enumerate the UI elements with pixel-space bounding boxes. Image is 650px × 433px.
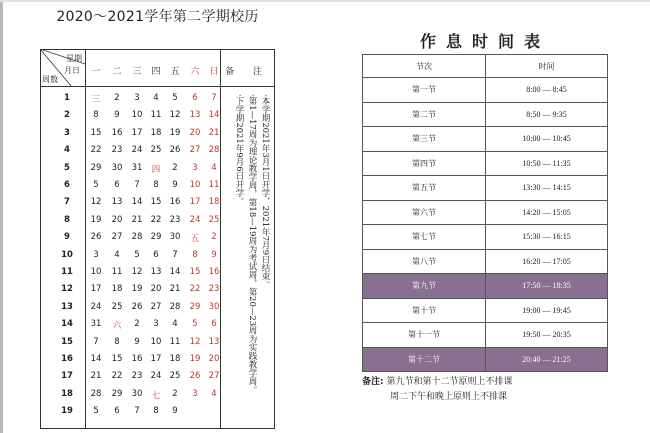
- schedule-period: 第十二节: [363, 347, 486, 372]
- month-marker: 六: [112, 321, 122, 332]
- calendar-day: 29: [189, 301, 201, 312]
- calendar-day: 20: [111, 214, 123, 225]
- calendar-day: 5: [134, 249, 140, 260]
- calendar-day: 6: [114, 406, 120, 417]
- schedule-period: 第十节: [363, 298, 486, 323]
- calendar-day: 12: [189, 336, 201, 347]
- calendar-day: 27: [111, 232, 123, 243]
- calendar-day: 19: [131, 284, 143, 295]
- calendar-day: 11: [150, 110, 162, 121]
- calendar-day: 18: [150, 127, 162, 138]
- calendar-day: 13: [111, 197, 123, 208]
- calendar-day: 28: [131, 232, 143, 243]
- page-edge-top: [0, 0, 650, 2]
- calendar-day: 20: [208, 354, 220, 364]
- calendar-day: 6: [114, 180, 120, 190]
- schedule-body: [363, 78, 608, 372]
- calendar-day: 3: [134, 93, 140, 103]
- calendar-day: 7: [134, 406, 140, 417]
- calendar-day: 5: [172, 93, 178, 103]
- calendar-day: 29: [111, 388, 123, 399]
- schedule-time: 15:30 — 16:15: [486, 225, 608, 250]
- weekday-label: 二: [112, 67, 122, 77]
- calendar-day: 9: [134, 336, 140, 347]
- calendar-day: 23: [131, 371, 143, 382]
- schedule-col-period: 节次: [363, 55, 486, 78]
- calendar-day: 26: [189, 371, 201, 382]
- week-number: 11: [61, 267, 73, 277]
- week-number: 15: [61, 336, 73, 347]
- calendar-day: 10: [150, 336, 162, 347]
- schedule-row: [363, 323, 608, 348]
- calendar-day: 17: [189, 197, 201, 208]
- schedule-time: 10:00 — 10:45: [486, 127, 608, 152]
- month-marker: 五: [190, 234, 200, 245]
- calendar-day: 10: [189, 180, 201, 190]
- calendar-day: 13: [150, 267, 162, 277]
- corner-label-month: 月日: [64, 66, 80, 75]
- calendar-day: 14: [169, 267, 181, 277]
- week-number: 6: [64, 180, 70, 190]
- calendar-day: 12: [131, 267, 143, 277]
- calendar-day: 8: [114, 336, 120, 347]
- calendar-day: 30: [169, 232, 181, 243]
- calendar-day: 26: [169, 145, 181, 156]
- calendar-day: 11: [208, 180, 220, 190]
- calendar-day: 15: [150, 197, 162, 208]
- week-number: 13: [61, 301, 73, 312]
- calendar-day: 2: [172, 162, 178, 173]
- calendar-day: 17: [131, 127, 143, 138]
- calendar-day: 7: [172, 249, 178, 260]
- schedule-period: 第八节: [363, 249, 486, 274]
- schedule-time: 20:40 — 21:25: [486, 347, 608, 372]
- week-number: 2: [64, 110, 70, 121]
- schedule-row: [363, 102, 608, 127]
- calendar-title: 2020～2021学年第二学期校历: [56, 9, 259, 25]
- calendar-day: 12: [90, 197, 102, 208]
- calendar-day: 25: [150, 145, 162, 156]
- calendar-day: 19: [189, 354, 201, 364]
- schedule-period: 第六节: [363, 200, 486, 225]
- page-edge: [0, 0, 3, 433]
- calendar-day: 20: [150, 284, 162, 295]
- calendar-day: 6: [211, 319, 217, 330]
- calendar-day: 19: [90, 214, 102, 225]
- schedule-row: [363, 274, 608, 299]
- calendar-day: 7: [134, 180, 140, 190]
- schedule-row: [363, 127, 608, 152]
- calendar-day: 16: [208, 267, 220, 277]
- calendar-day: 21: [90, 371, 102, 382]
- weekday-label: 六: [190, 67, 200, 77]
- schedule-time: 8:50 — 9:35: [486, 102, 608, 127]
- week-number: 4: [64, 145, 70, 156]
- remark-line-1: 第九节和第十二节原则上不排课: [386, 377, 513, 387]
- calendar-day: 2: [172, 388, 178, 399]
- calendar-day: 28: [169, 301, 181, 312]
- calendar-day: 2: [211, 232, 217, 243]
- schedule-time: 19:50 — 20:35: [486, 323, 608, 348]
- week-number: 8: [64, 214, 70, 225]
- week-number: 18: [61, 388, 73, 399]
- calendar-day: 17: [90, 284, 102, 295]
- calendar-day: 4: [114, 249, 120, 260]
- corner-label-weekday: 星期: [66, 54, 82, 63]
- calendar-day: 27: [150, 301, 162, 312]
- calendar-day: 22: [90, 145, 102, 156]
- schedule-row: [363, 249, 608, 274]
- schedule-time: 10:50 — 11:35: [486, 151, 608, 176]
- schedule-row: [363, 200, 608, 225]
- calendar-day: 30: [131, 388, 143, 399]
- note-3: ·下学期2021年9月6日开学。: [234, 94, 244, 206]
- schedule-time: 19:00 — 19:45: [486, 298, 608, 323]
- calendar-day: 8: [153, 180, 159, 190]
- calendar-day: 5: [93, 406, 99, 417]
- week-number: 19: [61, 406, 73, 417]
- calendar-day: 3: [153, 319, 159, 330]
- week-number: 5: [64, 162, 70, 173]
- note-2: ·第1—17周为理论教学周，第18—19周为考试周，第20—23周为实践教学周。: [247, 94, 257, 395]
- schedule-time: 16:20 — 17:05: [486, 249, 608, 274]
- calendar-day: 22: [189, 284, 201, 295]
- calendar-day: 8: [93, 110, 99, 121]
- calendar-day: 13: [189, 110, 201, 121]
- calendar-day: 3: [192, 388, 198, 399]
- schedule-time: 13:30 — 14:15: [486, 176, 608, 201]
- calendar-day: 6: [192, 93, 198, 103]
- month-marker: 三: [91, 95, 101, 105]
- schedule-period: 第二节: [363, 102, 486, 127]
- calendar-day: 8: [192, 249, 198, 260]
- schedule-title: 作息时间表: [419, 32, 550, 51]
- schedule-period: 第一节: [363, 78, 486, 103]
- schedule-period: 第九节: [363, 274, 486, 299]
- calendar-day: 4: [153, 93, 159, 103]
- schedule-period: 第十一节: [363, 323, 486, 348]
- calendar-day: 9: [172, 406, 178, 417]
- weekday-label: 日: [209, 67, 219, 77]
- calendar-day: 13: [208, 336, 220, 347]
- calendar-day: 16: [169, 197, 181, 208]
- calendar-divider-left: [85, 49, 86, 429]
- month-marker: 七: [151, 390, 161, 401]
- calendar-day: 24: [90, 301, 102, 312]
- schedule-row: [363, 347, 608, 372]
- calendar-day: 7: [93, 336, 99, 347]
- week-number: 7: [64, 197, 70, 208]
- schedule-row: [363, 298, 608, 323]
- calendar-day: 19: [169, 127, 181, 138]
- calendar-day: 25: [111, 301, 123, 312]
- calendar-day: 7: [211, 93, 217, 103]
- calendar-day: 20: [189, 127, 201, 138]
- calendar-day: 18: [208, 197, 220, 208]
- calendar-day: 11: [111, 267, 123, 277]
- schedule-row: [363, 151, 608, 176]
- schedule-header-row: [363, 55, 608, 78]
- schedule-period: 第三节: [363, 127, 486, 152]
- week-number: 3: [64, 127, 70, 138]
- calendar-day: 28: [208, 145, 220, 156]
- calendar-day: 14: [208, 110, 220, 121]
- calendar-day: 5: [93, 180, 99, 190]
- calendar-day: 14: [131, 197, 143, 208]
- calendar-day: 23: [208, 284, 220, 295]
- calendar-day: 22: [150, 214, 162, 225]
- calendar-day: 29: [150, 232, 162, 243]
- calendar-day: 4: [211, 388, 217, 399]
- calendar-day: 14: [90, 354, 102, 364]
- note-1: ·本学期2021年3月1日开学，2021年7月9日结束。: [260, 94, 270, 290]
- calendar-day: 21: [131, 214, 143, 225]
- schedule-period: 第七节: [363, 225, 486, 250]
- schedule-time: 14:20 — 15:05: [486, 200, 608, 225]
- schedule-time: 17:50 — 18:35: [486, 274, 608, 299]
- calendar-day: 16: [131, 354, 143, 364]
- calendar-corner-cell: [40, 49, 85, 87]
- schedule-period: 第四节: [363, 151, 486, 176]
- calendar-day: 9: [172, 180, 178, 190]
- remark-label: 备注:: [362, 377, 384, 387]
- calendar-day: 25: [169, 371, 181, 382]
- month-marker: 四: [151, 164, 161, 175]
- calendar-day: 18: [111, 284, 123, 295]
- calendar-day: 24: [150, 371, 162, 382]
- week-number: 14: [61, 319, 73, 330]
- weekday-label: 四: [151, 67, 161, 77]
- weekday-label: 五: [170, 67, 180, 77]
- calendar-day: 26: [90, 232, 102, 243]
- schedule-col-time: 时间: [486, 55, 608, 78]
- calendar-day: 26: [131, 301, 143, 312]
- calendar-day: 16: [111, 127, 123, 138]
- calendar-day: 15: [189, 267, 201, 277]
- calendar-day: 3: [93, 249, 99, 260]
- calendar-day: 15: [111, 354, 123, 364]
- calendar-day: 12: [169, 110, 181, 121]
- schedule-row: [363, 225, 608, 250]
- calendar-day: 6: [153, 249, 159, 260]
- calendar-day: 28: [90, 388, 102, 399]
- calendar-day: 3: [192, 162, 198, 173]
- calendar-day: 10: [131, 110, 143, 121]
- calendar-day: 25: [208, 214, 220, 225]
- remark-line-2: 周二下午和晚上原则上不排课: [390, 392, 508, 402]
- calendar-day: 9: [114, 110, 120, 121]
- calendar-day: 22: [111, 371, 123, 382]
- calendar-day: 30: [208, 301, 220, 312]
- calendar-day: 27: [208, 371, 220, 382]
- calendar-day: 15: [90, 127, 102, 138]
- calendar-day: 24: [131, 145, 143, 156]
- calendar-day: 18: [169, 354, 181, 364]
- calendar-day: 10: [90, 267, 102, 277]
- calendar-day: 30: [111, 162, 123, 173]
- schedule-period: 第五节: [363, 176, 486, 201]
- week-number: 10: [61, 249, 73, 260]
- week-number: 12: [61, 284, 73, 295]
- calendar-day: 31: [131, 162, 143, 173]
- corner-label-week: 周数: [42, 75, 58, 84]
- schedule-remark: [362, 375, 513, 405]
- calendar-day: 29: [90, 162, 102, 173]
- week-number: 9: [64, 232, 70, 243]
- week-number: 1: [64, 93, 70, 103]
- schedule-row: [363, 176, 608, 201]
- calendar-day: 23: [111, 145, 123, 156]
- schedule-row: [363, 78, 608, 103]
- calendar-day: 24: [189, 214, 201, 225]
- calendar-day: 4: [172, 319, 178, 330]
- calendar-day: 5: [192, 319, 198, 330]
- calendar-day: 21: [169, 284, 181, 295]
- calendar-day: 27: [189, 145, 201, 156]
- week-number: 17: [61, 371, 73, 382]
- notes-header: 备 注: [225, 67, 270, 77]
- calendar-day: 2: [114, 93, 120, 103]
- schedule-time: 8:00 — 8:45: [486, 78, 608, 103]
- week-number: 16: [61, 354, 73, 364]
- weekday-label: 一: [91, 67, 101, 77]
- weekday-label: 三: [132, 67, 142, 77]
- calendar-day: 2: [134, 319, 140, 330]
- calendar-day: 4: [211, 162, 217, 173]
- calendar-day: 11: [169, 336, 181, 347]
- calendar-day: 9: [211, 249, 217, 260]
- calendar-day: 21: [208, 127, 220, 138]
- calendar-day: 31: [90, 319, 102, 330]
- calendar-day: 8: [153, 406, 159, 417]
- calendar-day: 23: [169, 214, 181, 225]
- schedule-table: [362, 54, 608, 372]
- calendar-day: 17: [150, 354, 162, 364]
